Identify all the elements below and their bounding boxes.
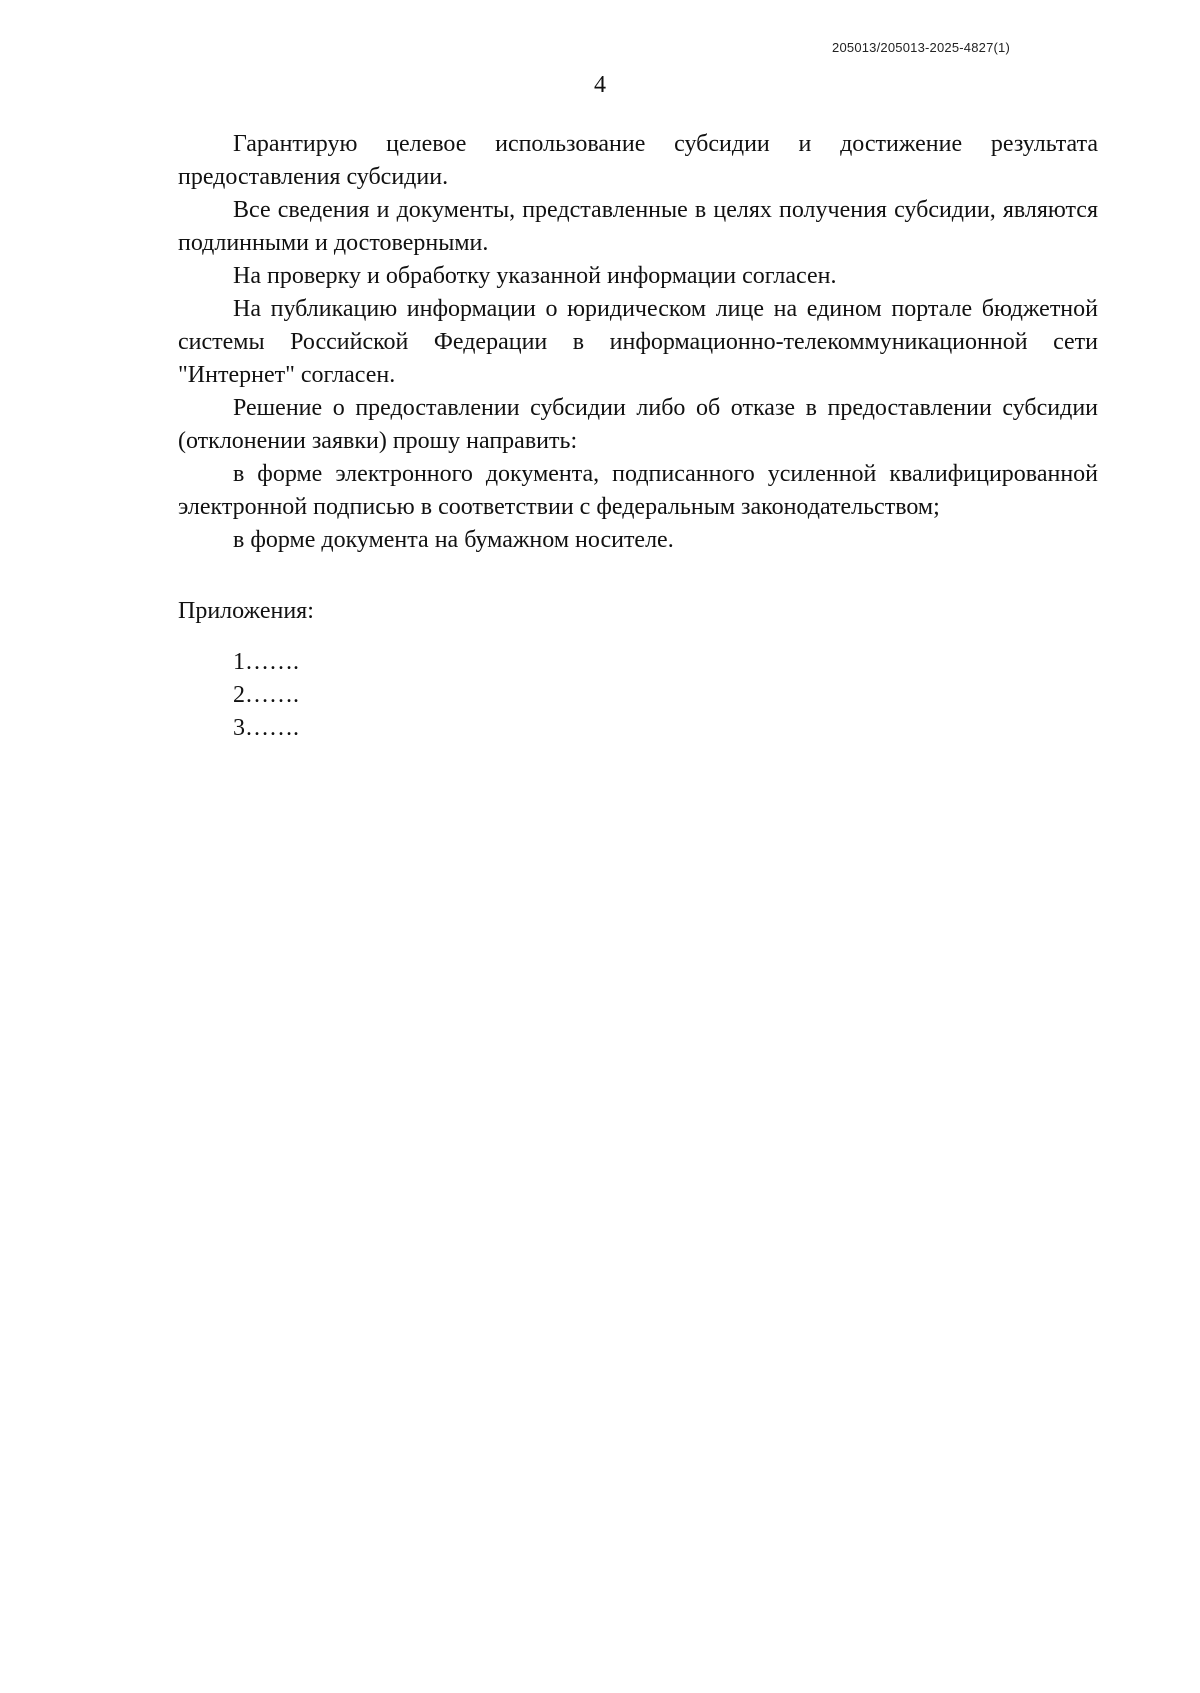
paragraph-authenticity: Все сведения и документы, представленные в целях получения субсидии, являются подлинными и достоверными. — [178, 197, 1098, 256]
document-body — [178, 128, 1098, 745]
paragraph-electronic-form: в форме электронного документа, подписанного усиленной квалифицированной электронной подписью в соответствии с федеральным законодательством; — [178, 461, 1098, 520]
page-number: 4 — [594, 72, 606, 98]
appendix-item: 1……. — [233, 649, 299, 675]
appendix-item: 3……. — [233, 715, 299, 741]
appendix-title: Приложения: — [178, 598, 314, 624]
appendix-item: 2……. — [233, 682, 299, 708]
paragraph-paper-form: в форме документа на бумажном носителе. — [233, 527, 674, 553]
paragraph-verification-consent: На проверку и обработку указанной информации согласен. — [233, 263, 837, 289]
appendix-list — [233, 646, 1098, 745]
document-id: 205013/205013-2025-4827(1) — [832, 40, 1010, 55]
paragraph-publication-consent: На публикацию информации о юридическом лице на едином портале бюджетной системы Российской Федерации в информационно-телекоммуникационной сети "Интернет" согласен. — [178, 296, 1098, 388]
paragraph-guarantee: Гарантирую целевое использование субсидии и достижение результата предоставления субсидии. — [178, 131, 1098, 190]
paragraph-decision-delivery: Решение о предоставлении субсидии либо об отказе в предоставлении субсидии (отклонении заявки) прошу направить: — [178, 395, 1098, 454]
